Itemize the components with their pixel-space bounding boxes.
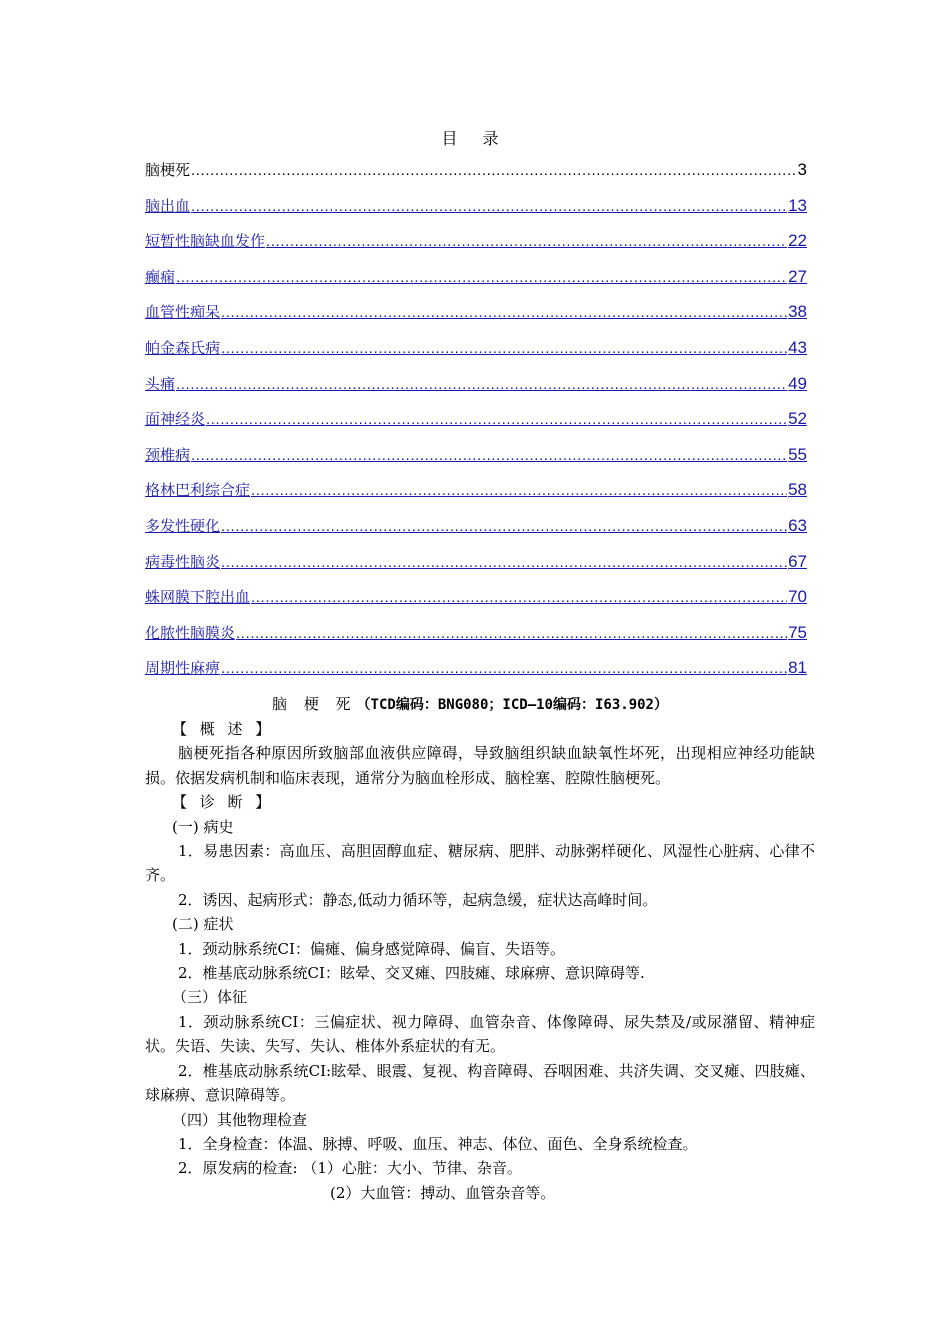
toc-leader-dots (191, 161, 797, 181)
toc-entry-label: 多发性硬化 (145, 516, 221, 535)
toc-entry-label: 帕金森氏病 (145, 338, 221, 357)
subsection-heading: (一) 病史 (172, 817, 234, 836)
paragraph: 脑梗死指各种原因所致脑部血液供应障碍，导致脑组织缺血缺氧性坏死，出现相应神经功能缺损。依据发病机制和临床表现，通常分为脑血栓形成、脑栓塞、腔隙性脑梗死。 (145, 744, 815, 787)
toc-entry-page: 13 (788, 195, 807, 215)
toc-leader-dots (206, 410, 787, 430)
article-heading (125, 692, 815, 717)
toc-entry-label: 脑出血 (145, 196, 191, 215)
section-heading: 【 概 述 】 (172, 720, 275, 738)
toc-entry-page: 67 (788, 551, 807, 571)
subsection-heading: （四）其他物理检查 (172, 1110, 308, 1129)
toc-entry-label: 血管性痴呆 (145, 303, 221, 322)
toc-entry-page: 81 (788, 658, 807, 678)
toc-entry[interactable] (145, 552, 807, 588)
toc-entry-label: 短暂性脑缺血发作 (145, 232, 266, 251)
article-body (145, 717, 815, 1205)
toc-leader-dots (191, 197, 787, 217)
toc-entry[interactable] (145, 587, 807, 623)
toc-entry[interactable] (145, 231, 807, 267)
toc-leader-dots (251, 588, 787, 608)
toc-entry-label: 蛛网膜下腔出血 (145, 588, 251, 607)
toc-leader-dots (191, 446, 787, 466)
toc-entry[interactable] (145, 302, 807, 338)
article (145, 692, 815, 1205)
toc-leader-dots (236, 624, 787, 644)
toc-leader-dots (176, 375, 787, 395)
paragraph: 2．原发病的检查: （1）心脏：大小、节律、杂音。 (178, 1159, 522, 1178)
toc-entry[interactable] (145, 445, 807, 481)
toc-entry-page: 22 (788, 231, 807, 251)
article-title: 脑 梗 死 (272, 695, 357, 713)
section-heading: 【 诊 断 】 (172, 793, 275, 812)
subsection-heading: (二) 症状 (172, 915, 234, 934)
paragraph: 1．全身检查：体温、脉搏、呼吸、血压、神志、体位、面色、全身系统检查。 (178, 1134, 698, 1153)
toc-entry-page: 38 (788, 302, 807, 322)
toc-entry-page: 52 (788, 409, 807, 429)
toc-entry[interactable] (145, 480, 807, 516)
toc-entry-page: 75 (788, 622, 807, 642)
paragraph: (2）大血管：搏动、血管杂音等。 (330, 1183, 556, 1202)
paragraph: 2．椎基底动脉系统CI：眩晕、交叉瘫、四肢瘫、球麻痹、意识障碍等. (178, 964, 645, 983)
toc-entry[interactable] (145, 516, 807, 552)
toc-leader-dots (221, 659, 787, 679)
toc-leader-dots (176, 268, 787, 288)
toc-entry-page: 27 (788, 266, 807, 286)
toc-entry-label: 面神经炎 (145, 410, 206, 429)
toc-entry-page: 49 (788, 373, 807, 393)
article-codes: （TCD编码：BNG080；ICD—10编码：I63.902） (356, 697, 668, 713)
toc-entry-label: 格林巴利综合症 (145, 481, 251, 500)
toc-leader-dots (251, 481, 787, 501)
toc-entry-label: 病毒性脑炎 (145, 552, 221, 571)
toc-entry-label: 癫痫 (145, 267, 176, 286)
paragraph: 1．颈动脉系统CI：三偏症状、视力障碍、血管杂音、体像障碍、尿失禁及/或尿潴留、精神症状。失语、失读、失写、失认、椎体外系症状的有无。 (145, 1012, 815, 1056)
toc-entry-page: 70 (788, 587, 807, 607)
toc-entry[interactable] (145, 623, 807, 659)
paragraph: 2．诱因、起病形式：静态,低动力循环等，起病急缓，症状达高峰时间。 (178, 890, 658, 909)
paragraph: 1．易患因素：高血压、高胆固醇血症、糖尿病、肥胖、动脉粥样硬化、风湿性心脏病、心律不齐。 (145, 842, 815, 885)
toc-entry-label: 头痛 (145, 374, 176, 393)
paragraph: 2．椎基底动脉系统CI:眩晕、眼震、复视、构音障碍、吞咽困难、共济失调、交叉瘫、四肢瘫、球麻痹、意识障碍等。 (145, 1061, 815, 1105)
toc-leader-dots (221, 517, 787, 537)
toc-entry[interactable] (145, 658, 807, 694)
toc-entry-page: 55 (788, 444, 807, 464)
toc-entry[interactable] (145, 267, 807, 303)
toc-entry-page: 3 (797, 160, 807, 179)
toc-entry-label: 颈椎病 (145, 445, 191, 464)
table-of-contents (145, 160, 807, 694)
toc-entry-page: 43 (788, 337, 807, 357)
toc-leader-dots (221, 303, 787, 323)
toc-leader-dots (266, 232, 787, 252)
toc-entry-page: 63 (788, 515, 807, 535)
toc-entry-label: 脑梗死 (145, 161, 191, 179)
paragraph: 1．颈动脉系统CI：偏瘫、偏身感觉障碍、偏盲、失语等。 (178, 939, 565, 958)
toc-title: 目 录 (441, 129, 509, 148)
toc-entry[interactable] (145, 338, 807, 374)
toc-leader-dots (221, 553, 787, 573)
toc-entry-label: 化脓性脑膜炎 (145, 623, 236, 642)
toc-entry-page: 58 (788, 480, 807, 500)
toc-entry[interactable] (145, 409, 807, 445)
toc-entry (145, 160, 807, 196)
toc-entry[interactable] (145, 196, 807, 232)
toc-entry-label: 周期性麻痹 (145, 659, 221, 678)
toc-entry[interactable] (145, 374, 807, 410)
toc-leader-dots (221, 339, 787, 359)
subsection-heading: （三）体征 (172, 988, 248, 1007)
